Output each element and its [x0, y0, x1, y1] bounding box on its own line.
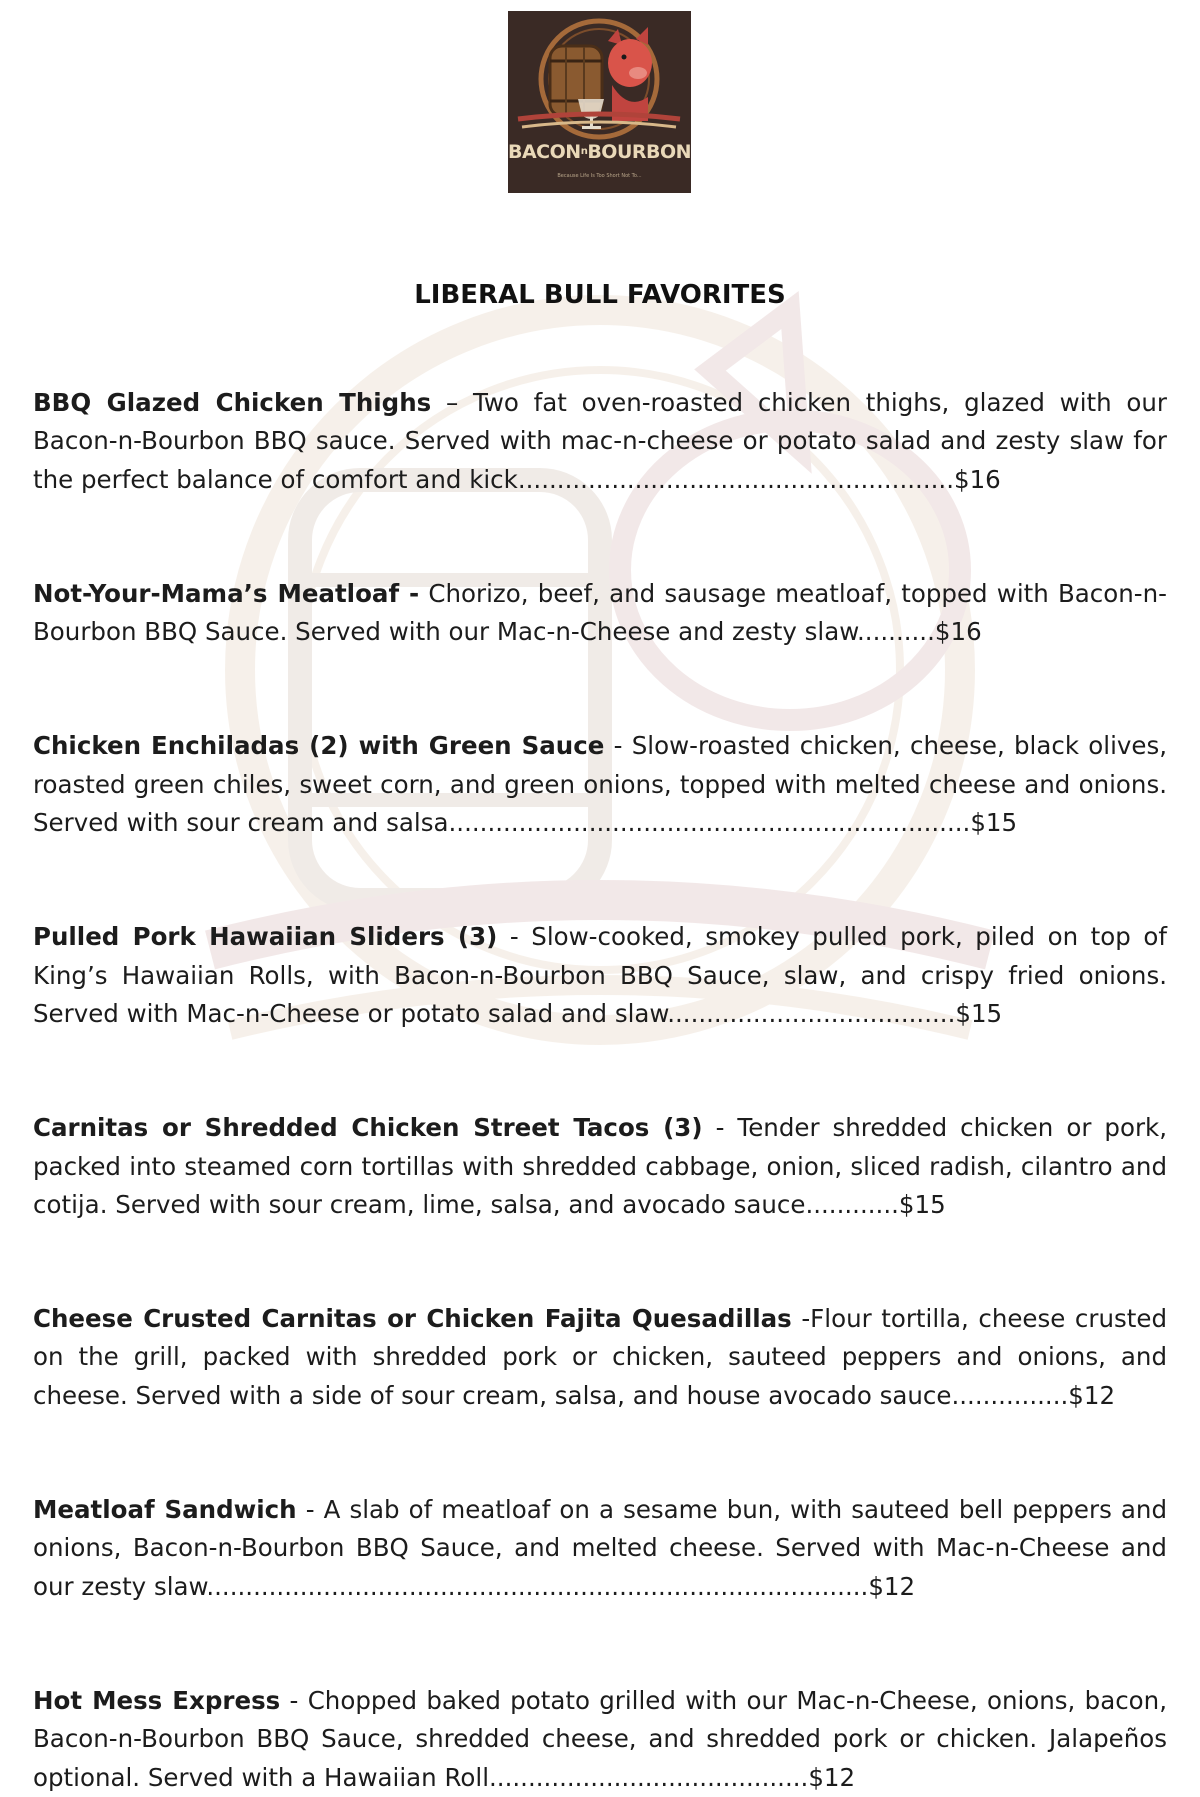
section-title: LIBERAL BULL FAVORITES: [414, 280, 786, 310]
menu-item-name: BBQ Glazed Chicken Thighs: [33, 388, 432, 417]
menu-item-name: Chicken Enchiladas (2) with Green Sauce: [33, 731, 605, 761]
menu-item-name: Carnitas or Shredded Chicken Street Tacos (3): [33, 1113, 703, 1143]
menu-item-leader-dots: .....................................: [667, 998, 956, 1028]
menu-item-leader-dots: .........................................: [489, 1762, 809, 1792]
menu-item: [33, 727, 1167, 842]
menu-item: [33, 1682, 1167, 1797]
menu-item-description: - Slow-cooked, smokey pulled pork, piled on top of King’s Hawaiian Rolls, with Bacon-n-Bourbon BBQ Sauce, slaw, and crispy fried onions. Served with Mac-n-Cheese or potato salad and slaw: [33, 922, 1167, 1028]
menu-item-price: $16: [953, 464, 1001, 494]
menu-item: [33, 918, 1167, 1033]
menu-item-leader-dots: ............: [805, 1189, 899, 1219]
menu-item: [33, 1491, 1167, 1606]
menu-item-description: – Two fat oven-roasted chicken thighs, glazed with our Bacon-n-Bourbon BBQ sauce. Served with mac-n-cheese or potato salad and zesty slaw for the perfect balance of comfort and kick: [33, 388, 1167, 494]
menu-item-leader-dots: ...................................................................: [448, 808, 971, 838]
menu-item-leader-dots: ...............: [951, 1380, 1069, 1410]
logo-tagline: Because Life Is Too Short Not To...: [557, 173, 642, 179]
menu-item-name: Hot Mess Express: [33, 1685, 281, 1715]
menu-item-description: - A slab of meatloaf on a sesame bun, with sauteed bell peppers and onions, Bacon-n-Bourbon BBQ Sauce, and melted cheese. Served with Mac-n-Cheese and our zesty slaw: [33, 1495, 1167, 1601]
menu-item-name: Meatloaf Sandwich: [33, 1495, 297, 1525]
menu-item-price: $15: [970, 808, 1018, 838]
menu-item-description: Chorizo, beef, and sausage meatloaf, topped with Bacon-n-Bourbon BBQ Sauce. Served with our Mac-n-Cheese and zesty slaw: [33, 578, 1167, 647]
menu-item-price: $15: [955, 998, 1003, 1028]
menu-item-price: $12: [808, 1762, 856, 1792]
brand-logo: [508, 11, 691, 193]
menu-item-description: - Slow-roasted chicken, cheese, black olives, roasted green chiles, sweet corn, and green onions, topped with melted cheese and onions. Served with sour cream and salsa: [33, 731, 1168, 838]
menu-item-name: Pulled Pork Hawaiian Sliders (3): [33, 922, 498, 952]
menu-item: [33, 1300, 1167, 1415]
menu-item-price: $12: [1068, 1380, 1116, 1410]
menu-item: [33, 575, 1167, 652]
logo-wordmark: BACON$^n$BOURBON: [508, 141, 691, 163]
menu-item-name: Cheese Crusted Carnitas or Chicken Fajita Quesadillas: [33, 1304, 792, 1334]
menu-item: [33, 384, 1167, 499]
menu-item: [33, 1109, 1167, 1224]
menu-list: [33, 384, 1167, 1797]
menu-item-description: -Flour tortilla, cheese crusted on the grill, packed with shredded pork or chicken, sauteed peppers and onions, and cheese. Served with a side of sour cream, salsa, and house avocado sauce: [33, 1304, 1167, 1410]
menu-item-description: - Chopped baked potato grilled with our Mac-n-Cheese, onions, bacon, Bacon-n-Bourbon BBQ Sauce, shredded cheese, and shredded pork or chicken. Jalapeños optional. Served with a Hawaiian Roll: [33, 1685, 1167, 1792]
menu-item-leader-dots: ..........: [857, 617, 935, 647]
menu-item-leader-dots: ........................................................: [517, 464, 954, 494]
menu-item-leader-dots: .....................................................................................: [206, 1571, 869, 1601]
pig-barrel-glass-icon: [508, 11, 691, 193]
menu-item-price: $16: [934, 617, 982, 647]
menu-item-description: - Tender shredded chicken or pork, packed into steamed corn tortillas with shredded cabbage, onion, sliced radish, cilantro and cotija. Served with sour cream, lime, salsa, and avocado sauce: [33, 1113, 1167, 1219]
menu-item-price: $15: [898, 1189, 946, 1219]
menu-item-price: $12: [868, 1571, 916, 1601]
menu-item-name: Not-Your-Mama’s Meatloaf -: [33, 578, 420, 608]
